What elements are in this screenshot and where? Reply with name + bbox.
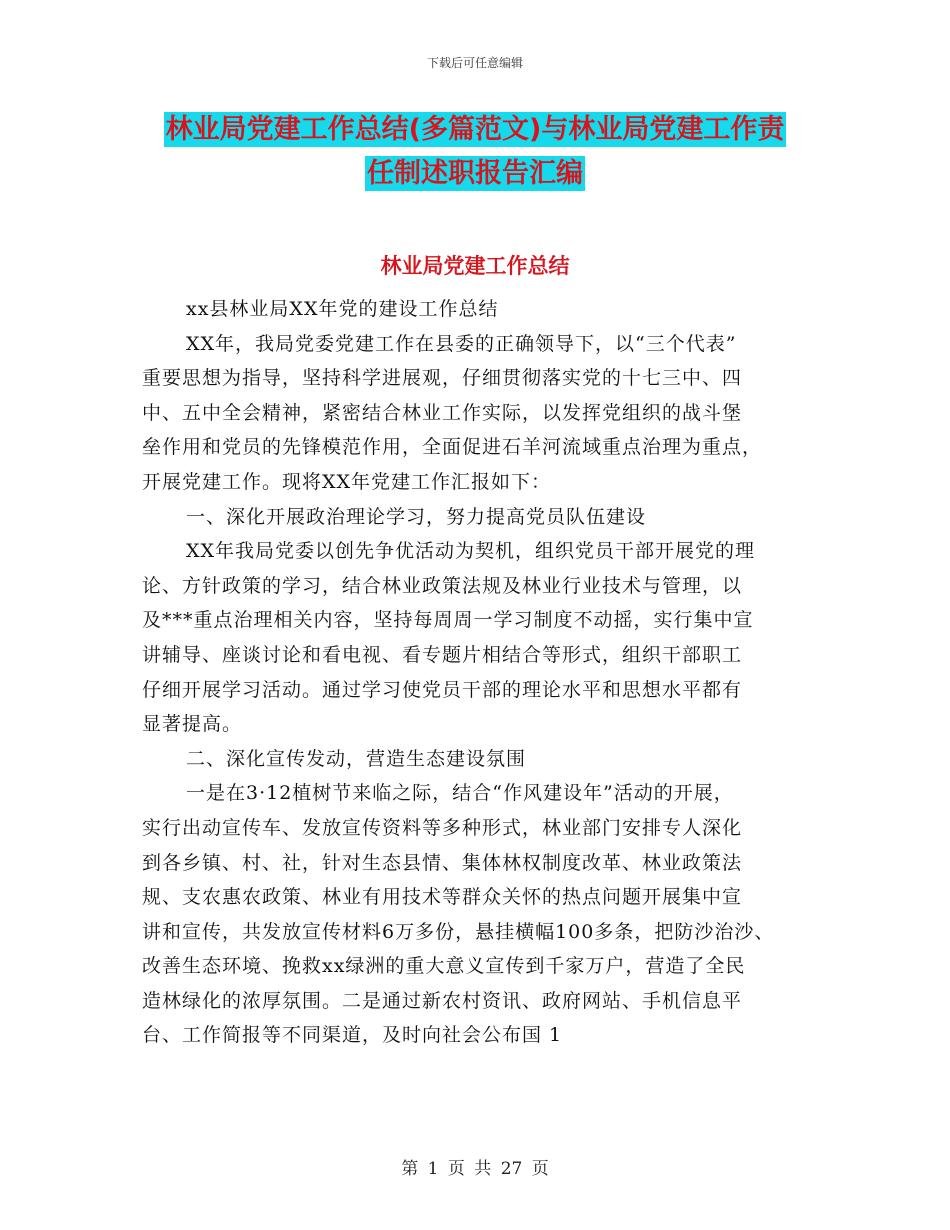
- text-line: 中、五中全会精神，紧密结合林业工作实际，以发挥党组织的战斗堡: [142, 401, 743, 424]
- text-line: 论、方针政策的学习，结合林业政策法规及林业行业技术与管理，以: [142, 574, 743, 597]
- document-title-line-2-text: 任制述职报告汇编: [367, 158, 583, 189]
- text-line: 台、工作简报等不同渠道，及时向社会公布国 1: [142, 1024, 563, 1047]
- text-line: 造林绿化的浓厚氛围。二是通过新农村资讯、政府网站、手机信息平: [142, 989, 743, 1012]
- text-line: 及***重点治理相关内容，坚持每周周一学习制度不动摇，实行集中宣: [142, 609, 754, 632]
- document-title-line-1: [0, 114, 950, 146]
- text-line: 实行出动宣传车、发放宣传资料等多种形式，林业部门安排专人深化: [142, 816, 743, 839]
- text-line: 讲和宣传，共发放宣传材料6万多份，悬挂横幅100多条，把防沙治沙、: [142, 920, 775, 943]
- header-note: 下载后可任意编辑: [426, 56, 523, 70]
- text-line: XX年，我局党委党建工作在县委的正确领导下，以“三个代表”: [186, 332, 737, 355]
- section-title: 林业局党建工作总结: [380, 254, 570, 278]
- page-footer: 第 1 页 共 27 页: [401, 1159, 549, 1179]
- document-title-line-2: [0, 158, 950, 190]
- text-line: 规、支农惠农政策、林业有用技术等群众关怀的热点问题开展集中宣: [142, 886, 743, 909]
- text-line: XX年我局党委以创先争优活动为契机，组织党员干部开展党的理: [186, 540, 756, 563]
- text-line: 重要思想为指导，坚持科学进展观，仔细贯彻落实党的十七三中、四: [142, 367, 743, 390]
- text-line: 一是在3·12植树节来临之际，结合“作风建设年”活动的开展，: [186, 782, 734, 805]
- text-line: 改善生态环境、挽救xx绿洲的重大意义宣传到千家万户，营造了全民: [142, 955, 746, 978]
- text-line: 显著提高。: [142, 713, 243, 736]
- text-line: 一、深化开展政治理论学习，努力提高党员队伍建设: [186, 505, 647, 528]
- text-line: 讲辅导、座谈讨论和看电视、看专题片相结合等形式，组织干部职工: [142, 643, 743, 666]
- document-title-line-1-text: 林业局党建工作总结(多篇范文)与林业局党建工作责: [165, 114, 785, 145]
- body-text: [142, 292, 822, 1053]
- text-line: 二、深化宣传发动，营造生态建设氛围: [186, 747, 527, 770]
- text-line: 到各乡镇、村、社，针对生态县情、集体林权制度改革、林业政策法: [142, 851, 743, 874]
- text-line: 仔细开展学习活动。通过学习使党员干部的理论水平和思想水平都有: [142, 678, 743, 701]
- text-line: xx县林业局XX年党的建设工作总结: [186, 298, 499, 320]
- text-line: 垒作用和党员的先锋模范作用，全面促进石羊河流域重点治理为重点，: [142, 436, 763, 459]
- text-line: 开展党建工作。现将XX年党建工作汇报如下：: [142, 470, 552, 493]
